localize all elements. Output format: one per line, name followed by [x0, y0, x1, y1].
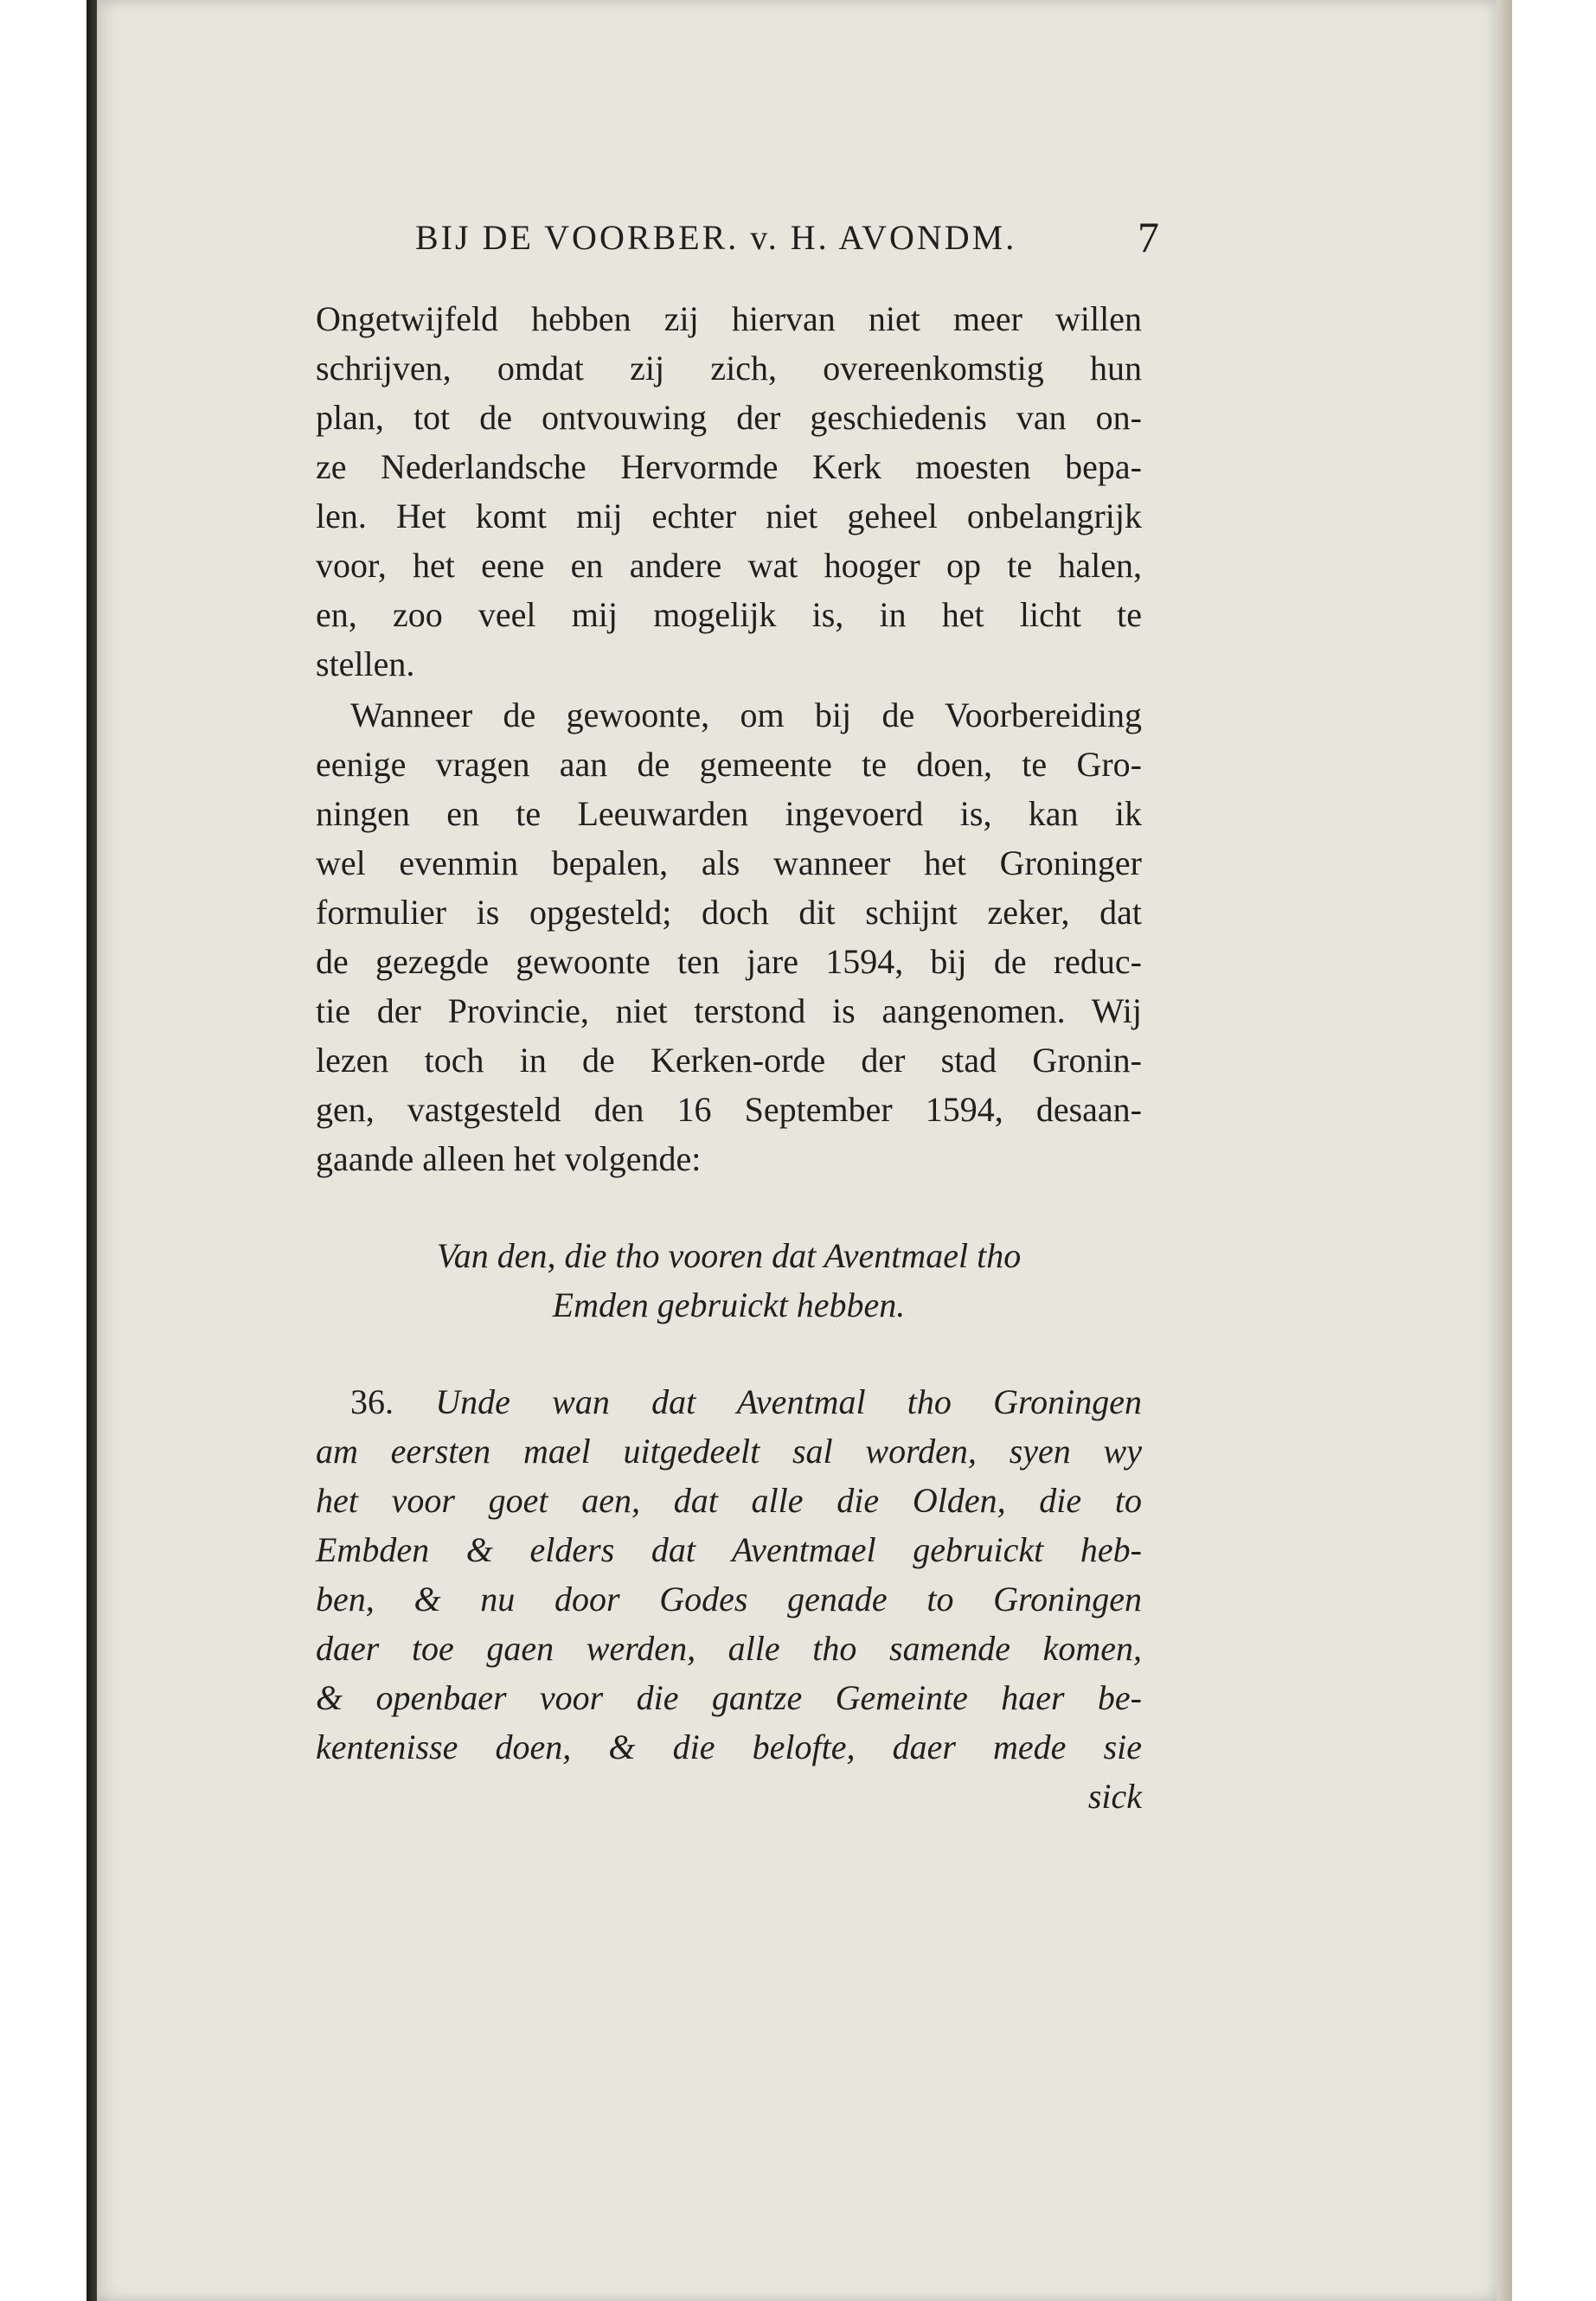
binding-edge	[87, 0, 97, 2301]
text-line: Ongetwijfeld hebben zij hiervan niet meer willen	[316, 299, 1142, 338]
running-header	[415, 212, 1159, 264]
text-line: Embden & elders dat Aventmael gebruickt heb-	[316, 1530, 1142, 1569]
text-line: wel evenmin bepalen, als wanneer het Groninger	[316, 843, 1142, 882]
quoted-article	[316, 1377, 1142, 1821]
text-line: en, zoo veel mij mogelijk is, in het licht te	[316, 595, 1142, 634]
text-line: ze Nederlandsche Hervormde Kerk moesten bepa-	[316, 447, 1142, 486]
text-line: len. Het komt mij echter niet geheel onbelangrijk	[316, 497, 1142, 535]
running-title: BIJ DE VOORBER. v. H. AVONDM.	[415, 218, 1017, 257]
article-number: 36.	[350, 1382, 394, 1421]
paragraph-2	[316, 690, 1142, 1183]
quote-heading	[316, 1231, 1142, 1330]
text-line: stellen.	[316, 644, 415, 683]
text-line: kentenisse doen, & die belofte, daer mede sie	[316, 1727, 1142, 1766]
text-line: gen, vastgesteld den 16 September 1594, desaan-	[316, 1090, 1142, 1129]
text-line: ningen en te Leeuwarden ingevoerd is, kan ik	[316, 794, 1142, 833]
text-line: lezen toch in de Kerken-orde der stad Gronin-	[316, 1041, 1142, 1080]
text-line: schrijven, omdat zij zich, overeenkomstig hun	[316, 349, 1142, 388]
text-line: voor, het eene en andere wat hooger op te halen,	[316, 546, 1142, 585]
text-line: daer toe gaen werden, alle tho samende komen,	[316, 1629, 1142, 1668]
page-number: 7	[1138, 213, 1159, 261]
text-line-content: Unde wan dat Aventmal tho Groningen	[435, 1382, 1142, 1421]
text-line: tie der Provincie, niet terstond is aangenomen. Wij	[316, 991, 1142, 1030]
text-line: plan, tot de ontvouwing der geschiedenis van on-	[316, 398, 1142, 437]
paragraph-1	[316, 294, 1142, 689]
text-line: de gezegde gewoonte ten jare 1594, bij de reduc-	[316, 942, 1142, 981]
text-line: gaande alleen het volgende:	[316, 1139, 702, 1178]
page-edge	[1497, 0, 1512, 2301]
text-line	[316, 1377, 1142, 1426]
text-line: Van den, die tho vooren dat Aventmael tho	[436, 1236, 1022, 1275]
text-line: het voor goet aen, dat alle die Olden, die to	[316, 1481, 1142, 1520]
text-line: ben, & nu door Godes genade to Groningen	[316, 1580, 1142, 1618]
text-line: formulier is opgesteld; doch dit schijnt zeker, dat	[316, 893, 1142, 932]
catchword: sick	[1087, 1777, 1142, 1816]
text-line: Emden gebruickt hebben.	[552, 1285, 906, 1324]
text-line: eenige vragen aan de gemeente te doen, te Gro-	[316, 745, 1142, 784]
text-line: & openbaer voor die gantze Gemeinte haer be-	[316, 1678, 1142, 1717]
text-line: am eersten mael uitgedeelt sal worden, syen wy	[316, 1432, 1142, 1471]
text-line: Wanneer de gewoonte, om bij de Voorbereiding	[350, 695, 1142, 734]
